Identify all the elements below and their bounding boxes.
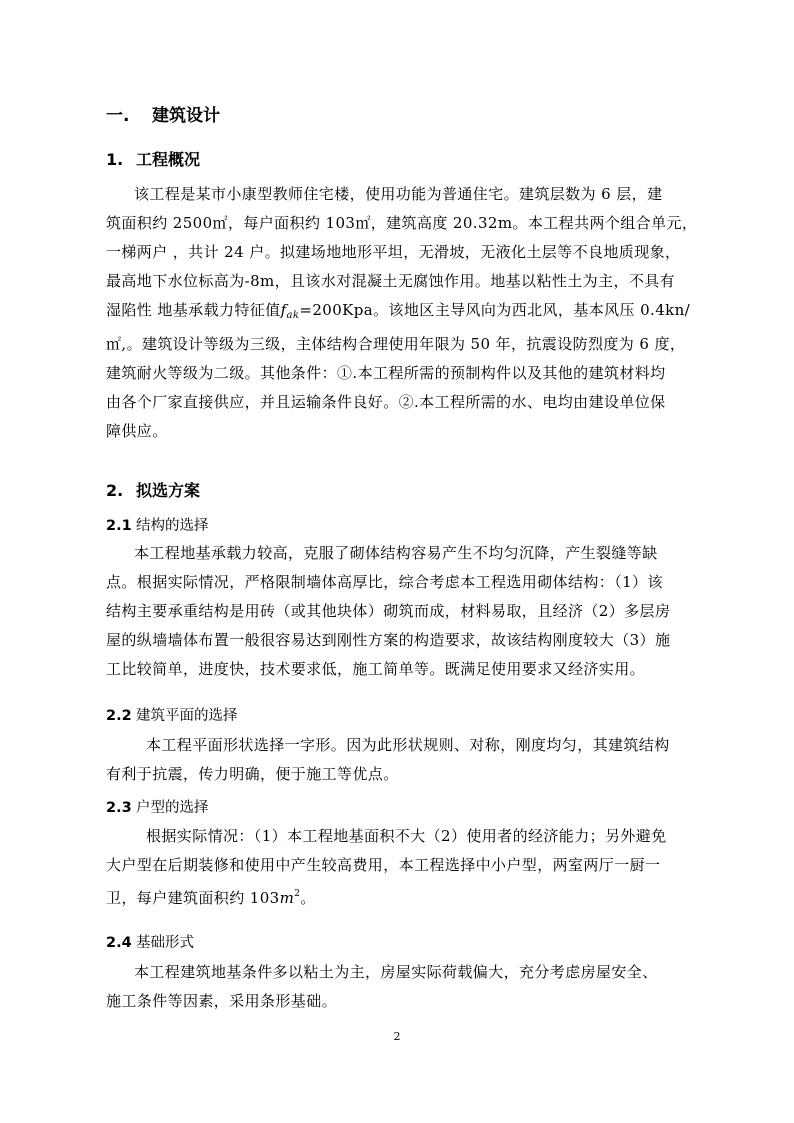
structure-line: 工比较简单，进度快，技术要求低，施工简单等。既满足使用要求又经济实用。 (106, 660, 646, 678)
overview-line: 一梯两户 ，共计 24 户。拟建场地地形平坦，无滑坡，无液化土层等不良地质现象， (106, 243, 681, 261)
unit-line: 根据实际情况：（1）本工程地基面积不大（2）使用者的经济能力；另外避免 (146, 827, 667, 845)
structure-paragraph (106, 539, 690, 684)
formula-subscript: ak (286, 310, 300, 321)
structure-number: 2.1 (106, 518, 132, 534)
unit-heading (106, 798, 690, 818)
layout-title: 建筑平面的选择 (136, 708, 238, 724)
foundation-line: 施工条件等因素，采用条形基础。 (106, 992, 338, 1010)
structure-line: 屋的纵墙墙体布置一般很容易达到刚性方案的构造要求，故该结构刚度较大（3）施 (106, 631, 671, 649)
overview-heading (106, 150, 690, 170)
overview-line-text: 湿陷性 地基承载力特征值 (106, 301, 281, 319)
unit-line-text: 。 (300, 889, 316, 907)
page-number: 2 (393, 1030, 401, 1043)
layout-paragraph (106, 731, 690, 789)
structure-line: 结构主要承重结构是用砖（或其他块体）砌筑而成，材料易取，且经济（2）多层房 (106, 602, 671, 620)
overview-paragraph (106, 180, 698, 446)
overview-line: 筑面积约 2500㎡，每户面积约 103㎡，建筑高度 20.32m。本工程共两个组合单元， (106, 214, 698, 232)
overview-title: 工程概况 (136, 150, 201, 169)
layout-line: 有利于抗震，传力明确，便于施工等优点。 (106, 765, 399, 783)
unit-symbol-m: m (279, 889, 295, 907)
layout-number: 2.2 (106, 708, 132, 724)
structure-line: 本工程地基承载力较高，克服了砌体结构容易产生不均匀沉降，产生裂缝等缺 (134, 544, 658, 562)
structure-title: 结构的选择 (136, 518, 209, 534)
overview-line: 障供应。 (106, 422, 168, 440)
overview-line-text: =200Kpa。该地区主导风向为西北风，基本风压 0.4kn/ (299, 301, 691, 319)
plan-number: 2. (106, 481, 124, 500)
overview-line: 建筑耐火等级为二级。其他条件：①.本工程所需的预制构件以及其他的建筑材料均 (106, 364, 666, 382)
unit-line-with-unit (106, 880, 690, 913)
foundation-title: 基础形式 (136, 935, 194, 951)
layout-heading (106, 706, 690, 726)
section-title: 建筑设计 (152, 106, 220, 126)
overview-line: 该工程是某市小康型教师住宅楼，使用功能为普通住宅。建筑层数为 6 层，建 (134, 185, 663, 203)
unit-title: 户型的选择 (136, 800, 209, 816)
unit-paragraph (106, 822, 690, 913)
unit-superscript: 2 (294, 889, 301, 899)
unit-number: 2.3 (106, 800, 132, 816)
unit-line-text: 卫，每户建筑面积约 103 (106, 889, 280, 907)
foundation-heading (106, 933, 690, 953)
overview-line: 由各个厂家直接供应，并且运输条件良好。②.本工程所需的水、电均由建设单位保 (106, 393, 666, 411)
overview-number: 1. (106, 150, 124, 169)
unit-line: 大户型在后期装修和使用中产生较高费用，本工程选择中小户型，两室两厅一厨一 (106, 856, 661, 874)
section-heading (106, 106, 690, 126)
section-number: 一. (106, 106, 130, 126)
layout-line: 本工程平面形状选择一字形。因为此形状规则、对称，刚度均匀，其建筑结构 (146, 736, 670, 754)
structure-line: 点。根据实际情况，严格限制墙体高厚比，综合考虑本工程选用砌体结构：（1）该 (106, 573, 663, 591)
structure-heading (106, 516, 690, 536)
plan-heading (106, 481, 690, 501)
overview-line-with-formula (106, 296, 690, 330)
formula-symbol-f: f (280, 301, 287, 319)
overview-line: ㎡,。建筑设计等级为三级，主体结构合理使用年限为 50 年，抗震设防烈度为 6 度， (106, 335, 686, 353)
foundation-number: 2.4 (106, 935, 132, 951)
foundation-paragraph (106, 958, 690, 1016)
plan-title: 拟选方案 (136, 481, 201, 500)
overview-line: 最高地下水位标高为-8m，且该水对混凝土无腐蚀作用。地基以粘性土为主，不具有 (106, 272, 676, 290)
foundation-line: 本工程建筑地基条件多以粘土为主，房屋实际荷载偏大，充分考虑房屋安全、 (134, 963, 658, 981)
